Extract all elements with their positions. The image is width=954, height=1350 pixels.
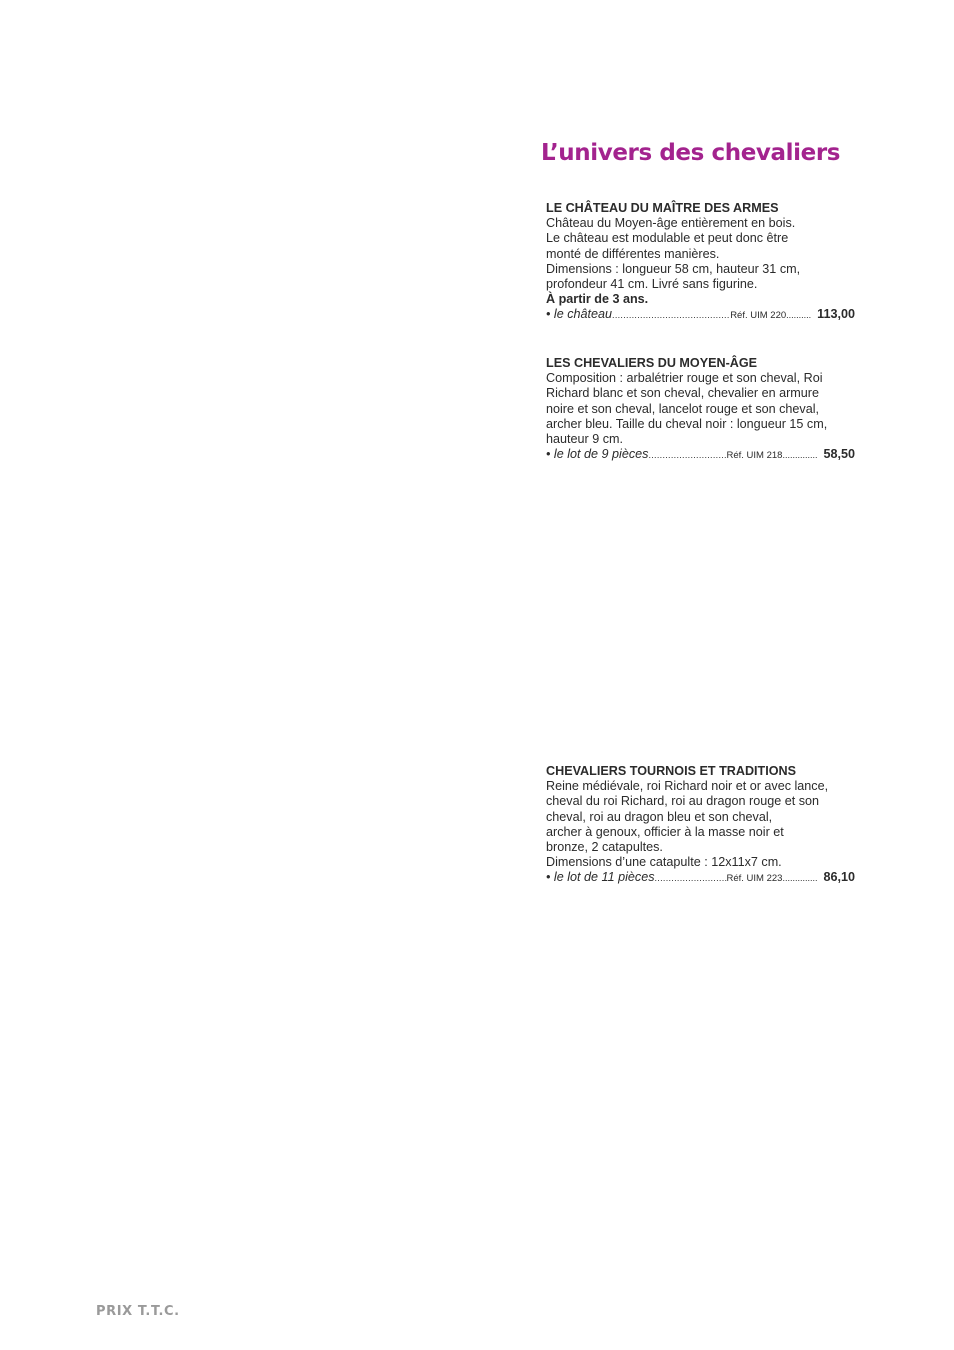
dot-leader xyxy=(655,874,727,883)
price-line xyxy=(546,870,855,886)
product-description-line: Richard blanc et son cheval, chevalier en armure xyxy=(546,386,820,401)
product-description-line: profondeur 41 cm. Livré sans figurine. xyxy=(546,277,758,292)
product-description-line: Reine médiévale, roi Richard noir et or avec lance, xyxy=(546,779,829,794)
product-reference: Réf. UIM 220 xyxy=(730,310,787,322)
product-name: LE CHÂTEAU DU MAÎTRE DES ARMES xyxy=(546,201,779,215)
product-chevaliers-moyen-age xyxy=(546,356,855,463)
price-line xyxy=(546,307,855,323)
price-item-label: • le lot de 11 pièces xyxy=(546,870,655,885)
price-value: 113,00 xyxy=(817,307,855,322)
footer-price-note: PRIX T.T.C. xyxy=(96,1304,180,1319)
product-description-line: bronze, 2 catapultes. xyxy=(546,840,663,855)
product-name: LES CHEVALIERS DU MOYEN-ÂGE xyxy=(546,356,758,370)
product-description-line: Dimensions : longueur 58 cm, hauteur 31 cm, xyxy=(546,261,801,276)
product-description-line: Dimensions d’une catapulte : 12x11x7 cm. xyxy=(546,855,782,870)
price-line xyxy=(546,447,855,463)
product-description-line: monté de différentes manières. xyxy=(546,246,720,261)
product-description-line: noire et son cheval, lancelot rouge et son cheval, xyxy=(546,401,820,416)
product-description-line: hauteur 9 cm. xyxy=(546,432,624,447)
product-chevaliers-tournois xyxy=(546,764,855,887)
dot-leader xyxy=(612,311,730,320)
dot-leader: .............. xyxy=(782,450,818,461)
product-reference: Réf. UIM 223 xyxy=(726,873,783,885)
product-name: CHEVALIERS TOURNOIS ET TRADITIONS xyxy=(546,764,797,778)
product-description-line: archer bleu. Taille du cheval noir : longueur 15 cm, xyxy=(546,416,828,431)
page-title: L’univers des chevaliers xyxy=(541,140,841,166)
dot-leader xyxy=(648,451,726,460)
product-description-line: cheval du roi Richard, roi au dragon rouge et son xyxy=(546,794,820,809)
product-reference: Réf. UIM 218 xyxy=(726,450,783,462)
product-chateau xyxy=(546,201,855,324)
product-description-line: archer à genoux, officier à la masse noir et xyxy=(546,824,784,839)
age-recommendation: À partir de 3 ans. xyxy=(546,292,649,307)
dot-leader: .............. xyxy=(782,873,818,884)
product-description-line: Château du Moyen-âge entièrement en bois. xyxy=(546,216,796,231)
price-value: 86,10 xyxy=(823,870,855,885)
price-value: 58,50 xyxy=(823,447,855,462)
price-item-label: • le château xyxy=(546,307,613,322)
product-description-line: cheval, roi au dragon bleu et son cheval, xyxy=(546,809,773,824)
price-item-label: • le lot de 9 pièces xyxy=(546,447,649,462)
product-description-line: Composition : arbalétrier rouge et son cheval, Roi xyxy=(546,371,823,386)
dot-leader: .......... xyxy=(786,310,812,321)
product-description-line: Le château est modulable et peut donc être xyxy=(546,231,789,246)
